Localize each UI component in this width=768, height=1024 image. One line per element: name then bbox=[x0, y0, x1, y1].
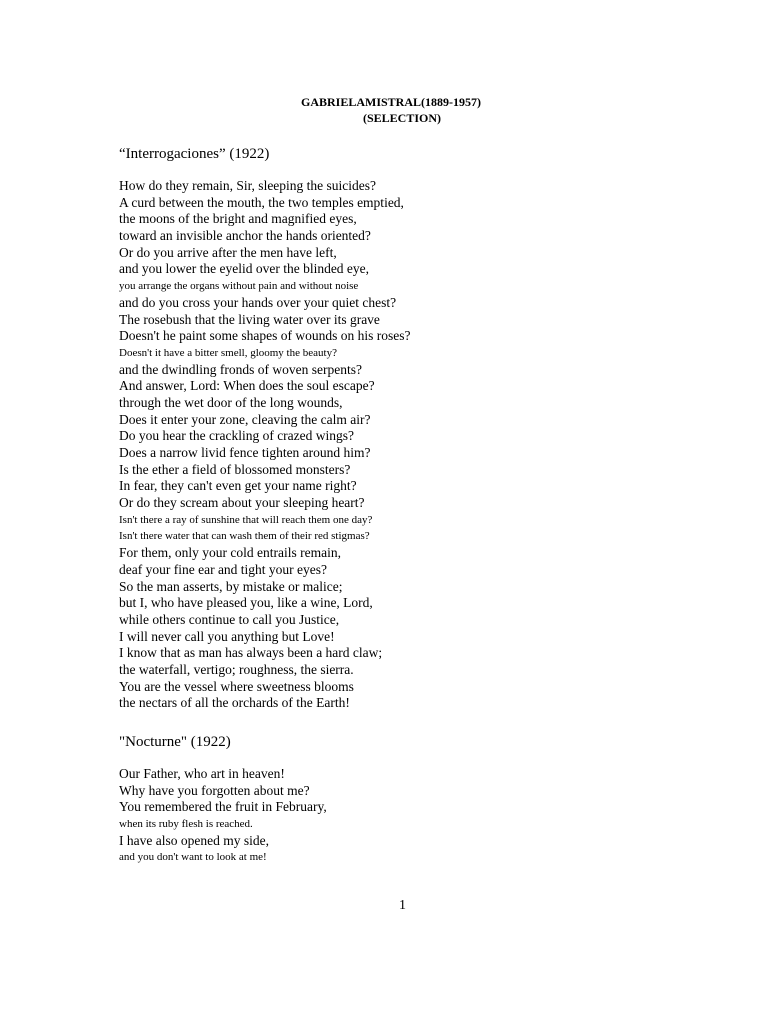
poem-line: Isn't there water that can wash them of their red stigmas? bbox=[119, 530, 370, 543]
poem-line: Does it enter your zone, cleaving the calm air? bbox=[119, 411, 371, 427]
poem-line: I know that as man has always been a hard claw; bbox=[119, 645, 383, 661]
poem-line: toward an invisible anchor the hands oriented? bbox=[119, 228, 371, 244]
poem-heading-nocturne: "Nocturne" (1922) bbox=[119, 734, 231, 750]
poem-line: In fear, they can't even get your name right? bbox=[119, 478, 357, 494]
poem-body-interrogaciones bbox=[119, 178, 411, 712]
poem-line: the nectars of all the orchards of the Earth! bbox=[119, 695, 350, 711]
poem-line: Our Father, who art in heaven! bbox=[119, 766, 285, 781]
poem-line: and you don't want to look at me! bbox=[119, 851, 267, 864]
poem-line: How do they remain, Sir, sleeping the suicides? bbox=[119, 178, 377, 193]
poem-line: while others continue to call you Justice, bbox=[119, 611, 340, 627]
poem-line: Isn't there a ray of sunshine that will reach them one day? bbox=[119, 513, 373, 526]
poem-line: I will never call you anything but Love! bbox=[119, 628, 335, 644]
page-number: 1 bbox=[399, 898, 406, 913]
poem-line: when its ruby flesh is reached. bbox=[119, 818, 253, 831]
poem-line: Doesn't he paint some shapes of wounds on his roses? bbox=[119, 328, 411, 344]
poem-line: Does a narrow livid fence tighten around him? bbox=[119, 445, 371, 460]
poem-body-nocturne bbox=[119, 766, 327, 866]
poem-line: Do you hear the crackling of crazed wings? bbox=[119, 428, 355, 444]
poem-line: Why have you forgotten about me? bbox=[119, 782, 310, 798]
document-subtitle: (SELECTION) bbox=[362, 111, 442, 125]
poem-line: and you lower the eyelid over the blinded eye, bbox=[119, 261, 370, 277]
poem-line: Or do they scream about your sleeping heart? bbox=[119, 495, 365, 511]
poem-line: the moons of the bright and magnified eyes, bbox=[119, 211, 357, 227]
poem-line: For them, only your cold entrails remain, bbox=[119, 545, 341, 561]
poem-line: and do you cross your hands over your quiet chest? bbox=[119, 294, 397, 310]
document-title: GABRIELAMISTRAL(1889-1957) bbox=[300, 95, 481, 109]
poem-line: the waterfall, vertigo; roughness, the sierra. bbox=[119, 661, 354, 677]
poem-line: A curd between the mouth, the two temples emptied, bbox=[119, 194, 404, 210]
poem-line: through the wet door of the long wounds, bbox=[119, 394, 343, 410]
poem-line: Doesn't it have a bitter smell, gloomy the beauty? bbox=[119, 346, 337, 359]
poem-line: Or do you arrive after the men have left, bbox=[119, 244, 337, 260]
poem-line: but I, who have pleased you, like a wine, Lord, bbox=[119, 595, 373, 611]
poem-line: You are the vessel where sweetness blooms bbox=[119, 678, 354, 694]
poem-line: deaf your fine ear and tight your eyes? bbox=[119, 561, 328, 577]
poem-line: You remembered the fruit in February, bbox=[119, 799, 327, 815]
poem-heading-interrogaciones: “Interrogaciones” (1922) bbox=[119, 146, 270, 162]
poem-line: I have also opened my side, bbox=[119, 832, 269, 848]
poem-line: and the dwindling fronds of woven serpents? bbox=[119, 361, 362, 377]
poem-line: So the man asserts, by mistake or malice; bbox=[119, 578, 343, 594]
poem-line: you arrange the organs without pain and without noise bbox=[119, 280, 359, 293]
poem-line: And answer, Lord: When does the soul escape? bbox=[119, 378, 375, 394]
poem-line: Is the ether a field of blossomed monsters? bbox=[119, 461, 351, 477]
poem-line: The rosebush that the living water over its grave bbox=[119, 311, 380, 327]
